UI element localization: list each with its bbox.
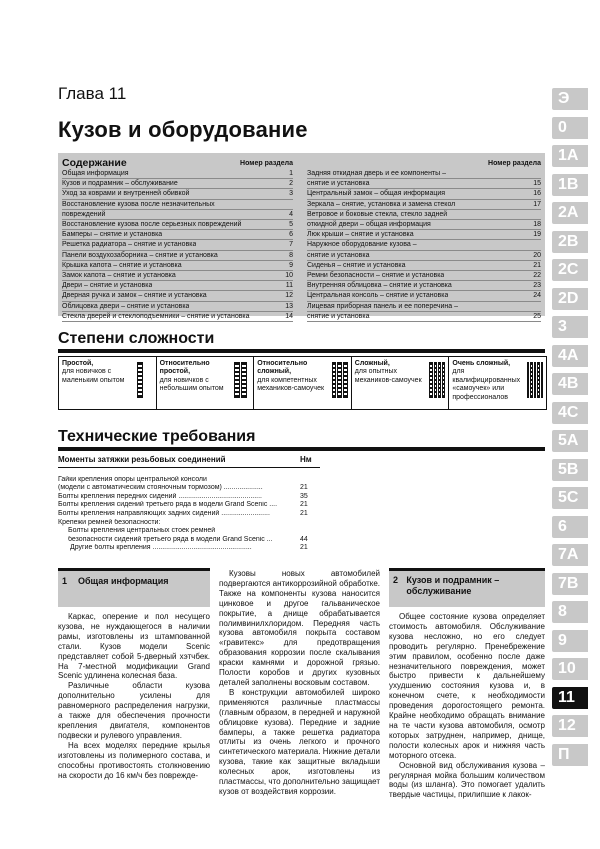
contents-right-column — [307, 156, 541, 322]
middle-column-body — [219, 569, 380, 797]
chapter-tab[interactable]: 2D — [552, 288, 588, 310]
wrench-icon — [241, 362, 247, 398]
contents-item-number: 9 — [289, 261, 293, 269]
torque-row — [58, 519, 320, 528]
section-2-title: Кузов и подрамник – обслуживание — [406, 575, 500, 596]
section-1-number: 1 — [62, 576, 68, 586]
contents-item-title: Ветровое и боковые стекла, стекло задней — [307, 210, 448, 218]
tech-heading: Технические требования — [58, 428, 256, 445]
contents-item-title: откидной двери – общая информация — [307, 221, 431, 229]
contents-row[interactable] — [307, 240, 541, 250]
torque-row — [58, 510, 320, 519]
contents-item-title: Замок капота – снятие и установка — [62, 272, 176, 280]
contents-item-number: 18 — [533, 221, 541, 229]
contents-row[interactable] — [307, 179, 541, 189]
contents-item-number: 2 — [289, 180, 293, 188]
wrench-icon — [137, 362, 143, 398]
contents-row[interactable] — [307, 210, 541, 220]
contents-row[interactable] — [307, 200, 541, 210]
contents-item-title: Люк крыши – снятие и установка — [307, 231, 414, 239]
torque-value — [300, 519, 320, 528]
torque-value: 21 — [300, 501, 308, 509]
contents-item-title: Лицевая приборная панель и ее поперечина – — [307, 302, 459, 310]
contents-row[interactable] — [62, 230, 293, 240]
difficulty-text — [62, 360, 137, 409]
contents-row[interactable] — [307, 312, 541, 322]
contents-item-title: Крышка капота – снятие и установка — [62, 261, 182, 269]
torque-item: (модели с автоматическим стояночным тормозом) .................... — [58, 484, 263, 492]
torque-value: 21 — [300, 484, 308, 492]
contents-item-number: 7 — [289, 241, 293, 249]
contents-item-number: 4 — [289, 210, 293, 218]
torque-row — [58, 527, 320, 536]
difficulty-text — [257, 360, 332, 409]
contents-item-title: снятие и установка — [307, 251, 370, 259]
page-title: Кузов и оборудование — [58, 117, 308, 142]
chapter-tab[interactable]: 2B — [552, 231, 588, 253]
difficulty-table — [58, 356, 547, 410]
contents-item-title: Кузов и подрамник – обслуживание — [62, 180, 178, 188]
contents-item-number: 13 — [285, 302, 293, 310]
contents-item-number: 5 — [289, 221, 293, 229]
chapter-tab[interactable]: 1B — [552, 174, 588, 196]
difficulty-level-description: для новичков с небольшим опытом — [159, 376, 224, 393]
torque-table — [58, 456, 320, 553]
contents-item-number: 17 — [533, 200, 541, 208]
torque-item: Болты крепления центральных стоек ремней — [68, 527, 216, 535]
contents-row[interactable] — [62, 200, 293, 210]
wrench-icon — [337, 362, 342, 398]
torque-item: Другие болты крепления ................................................... — [70, 544, 252, 552]
contents-item-title: Восстановление кузова после серьезных повреждений — [62, 221, 242, 229]
chapter-tab[interactable]: 6 — [552, 516, 588, 538]
section-rule — [58, 349, 545, 353]
wrench-icon — [234, 360, 250, 409]
contents-row[interactable] — [307, 251, 541, 261]
paragraph: Различные области кузова дополнительно усилены для равномерного распределения нагрузки, а также для обеспечения прочности крепления двигателя, компонентов подвески и рулевого управления. — [58, 681, 210, 740]
contents-heading: Содержание — [62, 156, 127, 169]
wrench-icon — [137, 360, 153, 409]
contents-item-number — [539, 210, 541, 219]
contents-row[interactable] — [307, 189, 541, 199]
chapter-tab[interactable]: 1A — [552, 145, 588, 167]
torque-heading: Моменты затяжки резьбовых соединений — [58, 455, 226, 464]
torque-item: безопасности сидений третьего ряда в модели Grand Scenic ... — [68, 535, 273, 543]
contents-row[interactable] — [307, 230, 541, 240]
torque-value — [300, 527, 320, 536]
chapter-tab[interactable]: 0 — [552, 117, 588, 139]
section-number-label: Номер раздела — [240, 159, 293, 167]
torque-row — [58, 544, 320, 553]
contents-item-number: 19 — [533, 231, 541, 239]
chapter-label: Глава 11 — [58, 84, 127, 103]
contents-item-title: Бамперы – снятие и установка — [62, 231, 163, 239]
contents-item-number: 8 — [289, 251, 293, 259]
contents-row[interactable] — [62, 240, 293, 250]
torque-value: 44 — [300, 535, 308, 543]
difficulty-level — [157, 357, 255, 409]
difficulty-level — [59, 357, 157, 409]
contents-item-number: 16 — [533, 190, 541, 198]
contents-item-title: Общая информация — [62, 170, 129, 177]
contents-item-number: 15 — [533, 180, 541, 188]
torque-item: Гайки крепления опоры центральной консоли — [58, 475, 207, 483]
contents-item-title: Зеркала – снятие, установка и замена стекол — [307, 200, 456, 208]
contents-item-number — [539, 169, 541, 178]
contents-item-title: снятие и установка — [307, 180, 370, 188]
contents-box — [58, 153, 545, 320]
wrench-icon — [332, 360, 348, 409]
chapter-tab[interactable]: П — [552, 744, 588, 766]
torque-item: Болты крепления направляющих задних сидений ......................... — [58, 509, 270, 517]
difficulty-level-description: для новичков с маленьким опытом — [62, 368, 125, 384]
contents-item-number: 25 — [533, 312, 541, 320]
paragraph: Общее состояние кузова определяет стоимость автомобиля. Обслуживание кузова несложно, но его следует проводить регулярно. Пренебрежение этим правилом, особенно после даже незначительного повреждения, может быстро привести к дальнейшему ухудшению состояния кузова и, в конечном счете, к необходимости проведения дорогостоящего ремонта. Крайне необходимо обращать внимание на те части кузова автомобиля, осмотр которых затруднен, например, днище, полости колесных арок и нижняя часть моторного отсека. — [389, 612, 545, 760]
contents-item-title: Двери – снятие и установка — [62, 282, 153, 290]
contents-item-number: 11 — [285, 282, 293, 290]
torque-row — [58, 536, 320, 545]
section-1-title: Общая информация — [78, 576, 169, 586]
wrench-icon — [438, 362, 441, 398]
contents-item-title: Центральная консоль – снятие и установка — [307, 292, 449, 300]
difficulty-level-description: для компетентных механиков-самоучек — [257, 376, 325, 393]
chapter-tab[interactable]: 5C — [552, 487, 588, 509]
section-2-body — [389, 612, 545, 800]
wrench-icon — [527, 360, 543, 409]
chapter-tab[interactable]: 10 — [552, 658, 588, 680]
wrench-icon — [343, 362, 348, 398]
difficulty-level-name: Очень сложный, — [452, 360, 511, 367]
wrench-icon — [527, 362, 529, 398]
wrench-icon — [541, 362, 543, 398]
difficulty-level — [254, 357, 352, 409]
paragraph: В конструкции автомобилей широко применяются различные пластмассы (главным образом, в передней и наружной облицовке кузова). Передние и задние бамперы, а также решетка радиатора отлиты из очень легкого и прочного синтетического материала. Нижние детали кузова, такие как защитные вкладыши колесных арок, изготовлены из пластмассы, что дополнительно защищает кузов от воздействия коррозии. — [219, 687, 380, 796]
contents-item-title: Дверная ручка и замок – снятие и установка — [62, 292, 207, 300]
torque-row — [58, 484, 320, 493]
contents-item-number: 10 — [285, 272, 293, 280]
paragraph: Основной вид обслуживания кузова – регулярная мойка большим количеством воды (из шланга). Это помогает удалить твердые частицы, прилипшие к лакок- — [389, 760, 545, 800]
contents-row[interactable] — [62, 169, 293, 179]
chapter-tab[interactable]: Э — [552, 88, 588, 110]
torque-row — [58, 501, 320, 510]
contents-row[interactable] — [307, 261, 541, 271]
contents-row[interactable] — [307, 302, 541, 312]
contents-item-number: 24 — [533, 292, 541, 300]
difficulty-level-description: для квалифицированных «самоучек» или профессионалов — [452, 368, 521, 401]
wrench-icon — [332, 362, 337, 398]
wrench-icon — [530, 362, 532, 398]
contents-row[interactable] — [307, 169, 541, 179]
chapter-tab[interactable]: 7A — [552, 544, 588, 566]
contents-item-number: 3 — [289, 190, 293, 198]
chapter-tab[interactable]: 8 — [552, 601, 588, 623]
contents-item-title: Внутренняя облицовка – снятие и установка — [307, 282, 452, 290]
torque-row — [58, 493, 320, 502]
wrench-icon — [234, 362, 240, 398]
torque-item: Крепежи ремней безопасности: — [58, 518, 161, 526]
difficulty-level-description: для опытных механиков-самоучек — [354, 368, 422, 384]
contents-item-title: Облицовка двери – снятие и установка — [62, 302, 190, 310]
chapter-tab[interactable]: 4C — [552, 402, 588, 424]
contents-item-number: 21 — [533, 261, 541, 269]
chapter-tab[interactable]: 5B — [552, 459, 588, 481]
contents-item-title: Восстановление кузова после незначительных — [62, 200, 215, 208]
section-rule-2 — [58, 447, 545, 451]
contents-item-number: 12 — [285, 292, 293, 300]
contents-item-number: 6 — [289, 231, 293, 239]
chapter-tab[interactable]: 7B — [552, 573, 588, 595]
contents-row[interactable] — [62, 302, 293, 312]
difficulty-level-name: Сложный, — [354, 360, 390, 367]
contents-item-title: повреждений — [62, 210, 106, 218]
contents-item-number: 20 — [533, 251, 541, 259]
chapter-tab[interactable]: 2C — [552, 259, 588, 281]
difficulty-text — [160, 360, 235, 409]
contents-left-column — [62, 156, 293, 322]
difficulty-level-name: Относительно простой, — [159, 360, 210, 376]
difficulty-heading: Степени сложности — [58, 330, 215, 347]
contents-item-title: Наружное оборудование кузова – — [307, 241, 417, 249]
contents-row[interactable] — [62, 179, 293, 189]
wrench-icon — [429, 362, 432, 398]
contents-item-title: снятие и установка — [307, 312, 370, 320]
wrench-icon — [537, 362, 539, 398]
torque-value: 35 — [300, 492, 308, 500]
torque-value — [300, 476, 320, 485]
contents-row[interactable] — [62, 312, 293, 322]
contents-row[interactable] — [62, 189, 293, 199]
wrench-icon — [429, 360, 445, 409]
contents-item-number: 22 — [533, 272, 541, 280]
contents-item-title: Сиденья – снятие и установка — [307, 261, 406, 269]
contents-row[interactable] — [62, 271, 293, 281]
section-2-number: 2 — [393, 575, 399, 585]
contents-item-number — [539, 240, 541, 249]
chapter-tab[interactable]: 5A — [552, 430, 588, 452]
contents-row[interactable] — [307, 271, 541, 281]
contents-row[interactable] — [62, 251, 293, 261]
paragraph: На всех моделях передние крылья изготовлены из полимерного состава, и способны противостоять столкновению на скорости до 16 км/ч без поврежде- — [58, 740, 210, 780]
paragraph: Кузовы новых автомобилей подвергаются антикоррозийной обработке. Также на компоненты кузова наносится цинковое и другое гальваническое покрытие, а днище обрабатывается полимвинилхлоридом. Передняя часть кузова автомобиля покрыта составом «гравитекс» для предотвращения образования коррозии после скалывания краски камнями и дорожной грязью. Полости коробов и других кузовных деталей заполнены восковым составом. — [219, 569, 380, 687]
contents-row[interactable] — [307, 281, 541, 291]
difficulty-level — [352, 357, 450, 409]
section-1-header — [58, 568, 210, 607]
difficulty-level — [449, 357, 546, 409]
contents-item-title: Панели воздухозаборника – снятие и установка — [62, 251, 218, 259]
contents-row[interactable] — [62, 220, 293, 230]
chapter-tab[interactable]: 2A — [552, 202, 588, 224]
wrench-icon — [534, 362, 536, 398]
contents-row[interactable] — [62, 281, 293, 291]
wrench-icon — [434, 362, 437, 398]
contents-item-title: Задняя откидная дверь и ее компоненты – — [307, 170, 447, 177]
chapter-tab[interactable]: 12 — [552, 715, 588, 737]
torque-value: 21 — [300, 509, 308, 517]
contents-item-title: Ремни безопасности – снятие и установка — [307, 272, 445, 280]
section-1-body — [58, 612, 210, 780]
contents-item-title: Центральный замок – общая информация — [307, 190, 446, 198]
chapter-tab[interactable]: 11 — [552, 687, 588, 709]
difficulty-text — [452, 360, 527, 409]
contents-row[interactable] — [62, 291, 293, 301]
paragraph: Каркас, оперение и пол несущего кузова, не нуждающегося в наличии рамы, изготовлены из штампованной стали. Кузов модели Scenic представляет собой 5-дверный хэтчбек. На 7-местной модификации Grand Scenic удлинена колесная база. — [58, 612, 210, 681]
torque-item: Болты крепления сидений третьего ряда в модели Grand Scenic .... — [58, 501, 278, 509]
contents-item-number — [291, 200, 293, 209]
difficulty-level-name: Относительно сложный, — [257, 360, 308, 376]
torque-unit: Нм — [300, 455, 312, 464]
contents-item-title: Стекла дверей и стеклоподъемники – снятие и установка — [62, 312, 250, 320]
chapter-tab[interactable]: 4B — [552, 373, 588, 395]
section-2-header — [389, 568, 545, 607]
contents-item-number: 1 — [289, 170, 293, 177]
contents-row[interactable] — [62, 261, 293, 271]
wrench-icon — [442, 362, 445, 398]
difficulty-level-name: Простой, — [62, 360, 94, 367]
chapter-tab[interactable]: 3 — [552, 316, 588, 338]
chapter-tab[interactable]: 9 — [552, 630, 588, 652]
torque-row — [58, 476, 320, 485]
torque-item: Болты крепления передних сидений ........................................... — [58, 492, 262, 500]
contents-item-title: Решетка радиатора – снятие и установка — [62, 241, 197, 249]
torque-value: 21 — [300, 544, 308, 552]
chapter-tab[interactable]: 4A — [552, 345, 588, 367]
contents-row[interactable] — [307, 291, 541, 301]
section-number-label-right: Номер раздела — [488, 159, 541, 167]
contents-item-number: 14 — [285, 312, 293, 320]
contents-item-title: Уход за коврами и внутренней обивкой — [62, 190, 190, 198]
difficulty-text — [355, 360, 430, 409]
contents-row[interactable] — [307, 220, 541, 230]
contents-item-number: 23 — [533, 282, 541, 290]
contents-item-number — [539, 302, 541, 311]
contents-row[interactable] — [62, 210, 293, 220]
